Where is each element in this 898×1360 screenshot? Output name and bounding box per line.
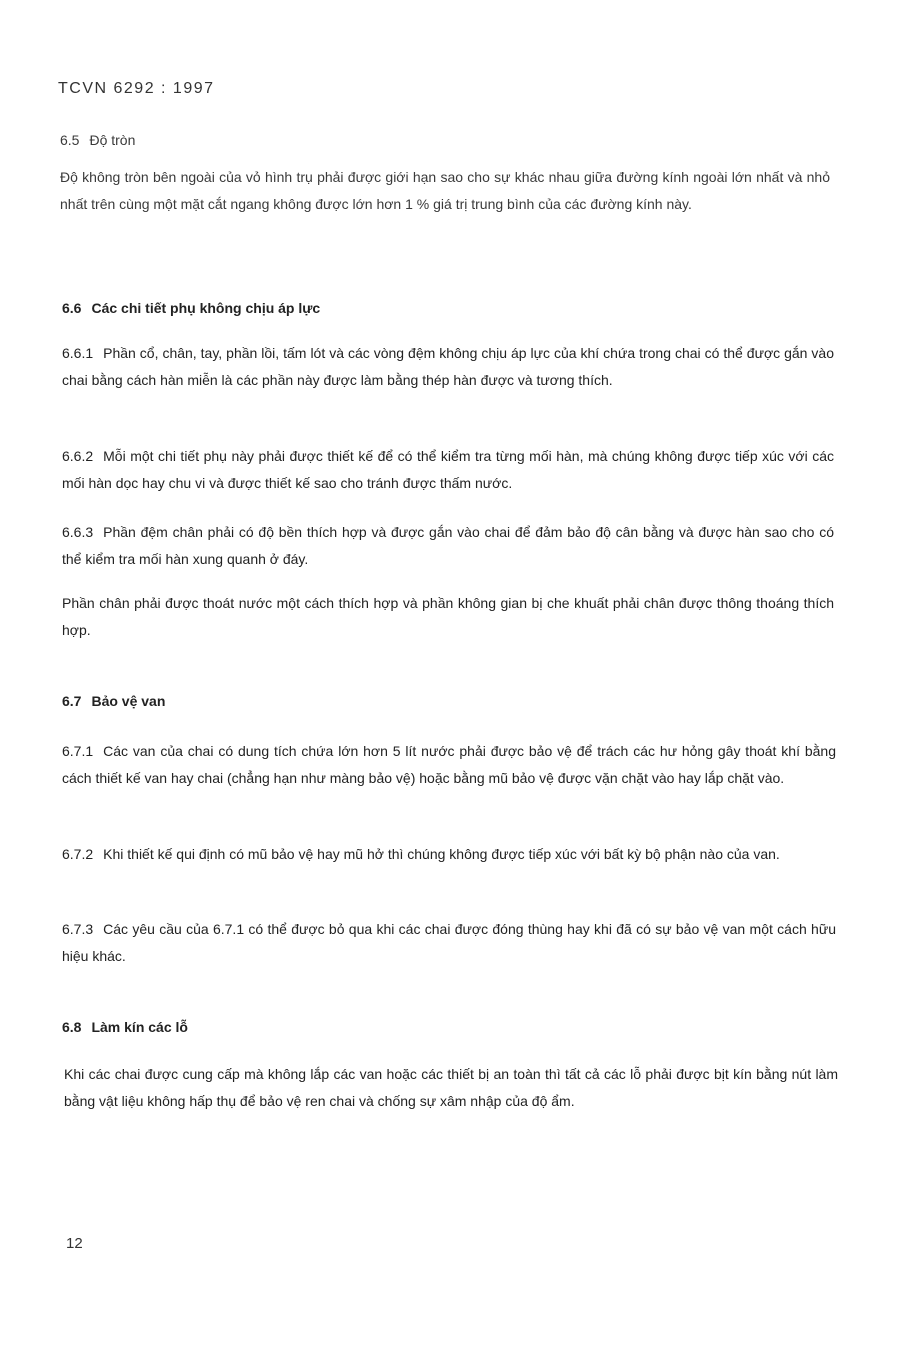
section-number: 6.6: [62, 300, 82, 316]
clause-text: Khi thiết kế qui định có mũ bảo vệ hay mũ hở thì chúng không được tiếp xúc với bất kỳ bộ phận nào của van.: [103, 846, 780, 862]
page-number: 12: [66, 1235, 83, 1252]
section-number: 6.8: [62, 1019, 82, 1035]
clause-number: 6.7.3: [62, 921, 94, 937]
clause-text: Phần đệm chân phải có độ bền thích hợp và được gắn vào chai để đảm bảo độ cân bằng và được hàn sao cho có thể kiểm tra mối hàn xung quanh ở đáy.: [62, 524, 834, 567]
clause-number: 6.7.1: [62, 743, 94, 759]
section-number: 6.5: [60, 132, 80, 148]
section-number: 6.7: [62, 693, 82, 709]
section-6-6-heading: [62, 300, 320, 316]
clause-text: Các van của chai có dung tích chứa lớn hơn 5 lít nước phải được bảo vệ để trách các hư hỏng gây thoát khí bằng cách thiết kế van hay chai (chẳng hạn như màng bảo vệ) hoặc bằng mũ bảo vệ được vặn chặt vào hay lắp chặt vào.: [62, 743, 836, 786]
section-title: Các chi tiết phụ không chịu áp lực: [91, 300, 321, 316]
clause-number: 6.6.2: [62, 448, 94, 464]
paragraph-6-6-1: [62, 340, 834, 394]
clause-number: 6.6.1: [62, 345, 94, 361]
clause-text: Phần cổ, chân, tay, phần lồi, tấm lót và các vòng đệm không chịu áp lực của khí chứa trong chai có thể được gắn vào chai bằng cách hàn miễn là các phần này được làm bằng thép hàn được và tương thích.: [62, 345, 834, 388]
section-6-5-paragraph: Độ không tròn bên ngoài của vỏ hình trụ phải được giới hạn sao cho sự khác nhau giữa đường kính ngoài lớn nhất và nhỏ nhất trên cùng một mặt cắt ngang không được lớn hơn 1 % giá trị trung bình của các đường kính này.: [60, 169, 830, 212]
paragraph-6-6-3-continued: Phần chân phải được thoát nước một cách thích hợp và phần không gian bị che khuất phải chân được thông thoáng thích hợp.: [62, 595, 834, 638]
standard-code-header: TCVN 6292 : 1997: [58, 80, 215, 97]
clause-number: 6.7.2: [62, 846, 94, 862]
paragraph-6-7-1: [62, 738, 836, 792]
paragraph-6-6-3: [62, 519, 834, 573]
section-title: Độ tròn: [89, 132, 136, 148]
section-6-8-paragraph: Khi các chai được cung cấp mà không lắp các van hoặc các thiết bị an toàn thì tất cả các lỗ phải được bịt kín bằng nút làm bằng vật liệu không hấp thụ để bảo vệ ren chai và chống sự xâm nhập của độ ẩm.: [64, 1066, 838, 1109]
section-6-8-heading: [62, 1019, 188, 1035]
clause-text: Mỗi một chi tiết phụ này phải được thiết kế để có thể kiểm tra từng mối hàn, mà chúng không được tiếp xúc với các mối hàn dọc hay chu vi và được thiết kế sao cho tránh được thấm nước.: [62, 448, 834, 491]
section-title: Bảo vệ van: [91, 693, 166, 709]
section-6-7-heading: [62, 693, 165, 709]
paragraph-6-7-2: [62, 841, 836, 868]
paragraph-6-6-2: [62, 443, 834, 497]
paragraph-6-7-3: [62, 916, 836, 970]
section-6-5-heading: [60, 132, 135, 148]
clause-number: 6.6.3: [62, 524, 94, 540]
clause-text: Các yêu cầu của 6.7.1 có thể được bỏ qua khi các chai được đóng thùng hay khi đã có sự bảo vệ van một cách hữu hiệu khác.: [62, 921, 836, 964]
section-title: Làm kín các lỗ: [91, 1019, 188, 1035]
